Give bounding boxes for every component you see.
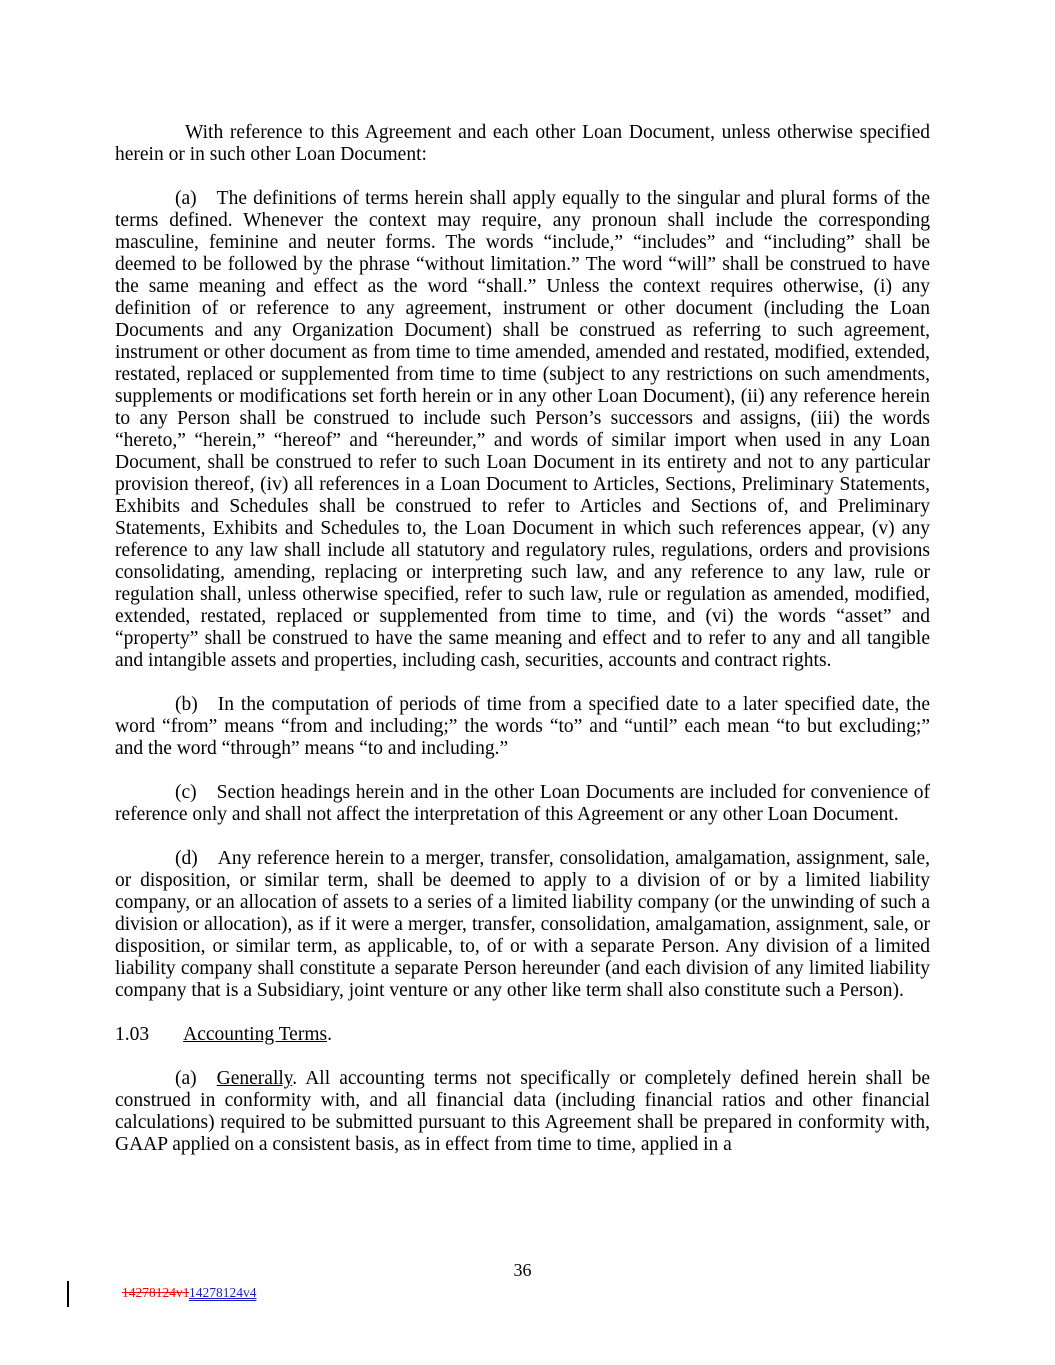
footer-revision-line — [122, 1285, 257, 1301]
footer-deleted-doc-id: 14278124v1 — [122, 1285, 189, 1300]
paragraph-a-text: The definitions of terms herein shall apply equally to the singular and plural forms of the terms defined. Whenever the context may require, any pronoun shall include the corresponding masculine, feminine and neuter forms. The words “include,” “includes” and “including” shall be deemed to be followed by the phrase “without limitation.” The word “will” shall be construed to have the same meaning and effect as the word “shall.” Unless the context requires otherwise, (i) any definition of or reference to any agreement, instrument or other document (including the Loan Documents and any Organization Document) shall be construed as referring to such agreement, instrument or other document as from time to time amended, amended and restated, modified, extended, restated, replaced or supplemented from time to time (subject to any restrictions on such amendments, supplements or modifications set forth herein or in any other Loan Document), (ii) any reference herein to any Person shall be construed to include such Person’s successors and assigns, (iii) the words “hereto,” “herein,” “hereof” and “hereunder,” and words of similar import when used in any Loan Document, shall be construed to refer to such Loan Document in its entirety and not to any particular provision thereof, (iv) all references in a Loan Document to Articles, Sections, Preliminary Statements, Exhibits and Schedules shall be construed to refer to Articles and Sections of, and Preliminary Statements, Exhibits and Schedules to, the Loan Document in which such references appear, (v) any reference to any law shall include all statutory and regulatory rules, regulations, orders and provisions consolidating, amending, replacing or interpreting such law, and any reference to any law, rule or regulation shall, unless otherwise specified, refer to such law, rule or regulation as amended, modified, extended, restated, replaced or supplemented from time to time, and (vi) the words “asset” and “property” shall be construed to have the same meaning and effect and to refer to any and all tangible and intangible assets and properties, including cash, securities, accounts and contract rights. — [115, 188, 930, 671]
section-heading-suffix: . — [327, 1024, 332, 1045]
paragraph-b-text: In the computation of periods of time from a specified date to a later specified date, the word “from” means “from and including;” the words “to” and “until” each mean “to but excluding;” and the word “through” means “to and including.” — [115, 694, 930, 759]
paragraph-a — [115, 188, 930, 672]
paragraph-c-label: (c) — [175, 782, 197, 803]
intro-paragraph: With reference to this Agreement and each other Loan Document, unless otherwise specified herein or in such other Loan Document: — [115, 122, 930, 165]
paragraph-b-label: (b) — [175, 694, 198, 715]
revision-change-bar — [67, 1281, 69, 1307]
paragraph-d — [115, 848, 930, 1002]
subparagraph-a-heading-suffix: . — [292, 1068, 298, 1089]
page-body — [115, 0, 930, 1178]
subparagraph-a-label: (a) — [175, 1068, 197, 1089]
section-heading-1-03 — [115, 1024, 930, 1046]
footer-inserted-doc-id: 14278124v4 — [189, 1285, 257, 1300]
page-number: 36 — [513, 1260, 532, 1280]
subparagraph-a-text: All accounting terms not specifically or completely defined herein shall be construed in conformity with, and all financial data (including financial ratios and other financial calculations) required to be submitted pursuant to this Agreement shall be prepared in conformity with, GAAP applied on a consistent basis, as in effect from time to time, applied in a — [115, 1068, 930, 1155]
paragraph-a-label: (a) — [175, 188, 197, 209]
paragraph-d-text: Any reference herein to a merger, transfer, consolidation, amalgamation, assignment, sale, or disposition, or similar term, shall be deemed to apply to a division of or by a limited liability company, or an allocation of assets to a series of a limited liability company (or the unwinding of such a division or allocation), as if it were a merger, transfer, consolidation, amalgamation, assignment, sale, or disposition, or similar term, as applicable, to, of or with a separate Person. Any division of a limited liability company shall constitute a separate Person hereunder (and each division of any limited liability company that is a Subsidiary, joint venture or any other like term shall also constitute such a Person). — [115, 848, 930, 1001]
subparagraph-a-generally — [115, 1068, 930, 1156]
subparagraph-a-heading: Generally — [216, 1068, 293, 1089]
section-heading-text: Accounting Terms — [183, 1024, 328, 1045]
paragraph-d-label: (d) — [175, 848, 198, 869]
paragraph-c — [115, 782, 930, 826]
paragraph-c-text: Section headings herein and in the other Loan Documents are included for convenience of reference only and shall not affect the interpretation of this Agreement or any other Loan Document. — [115, 782, 930, 825]
paragraph-b — [115, 694, 930, 760]
section-number: 1.03 — [115, 1024, 150, 1045]
